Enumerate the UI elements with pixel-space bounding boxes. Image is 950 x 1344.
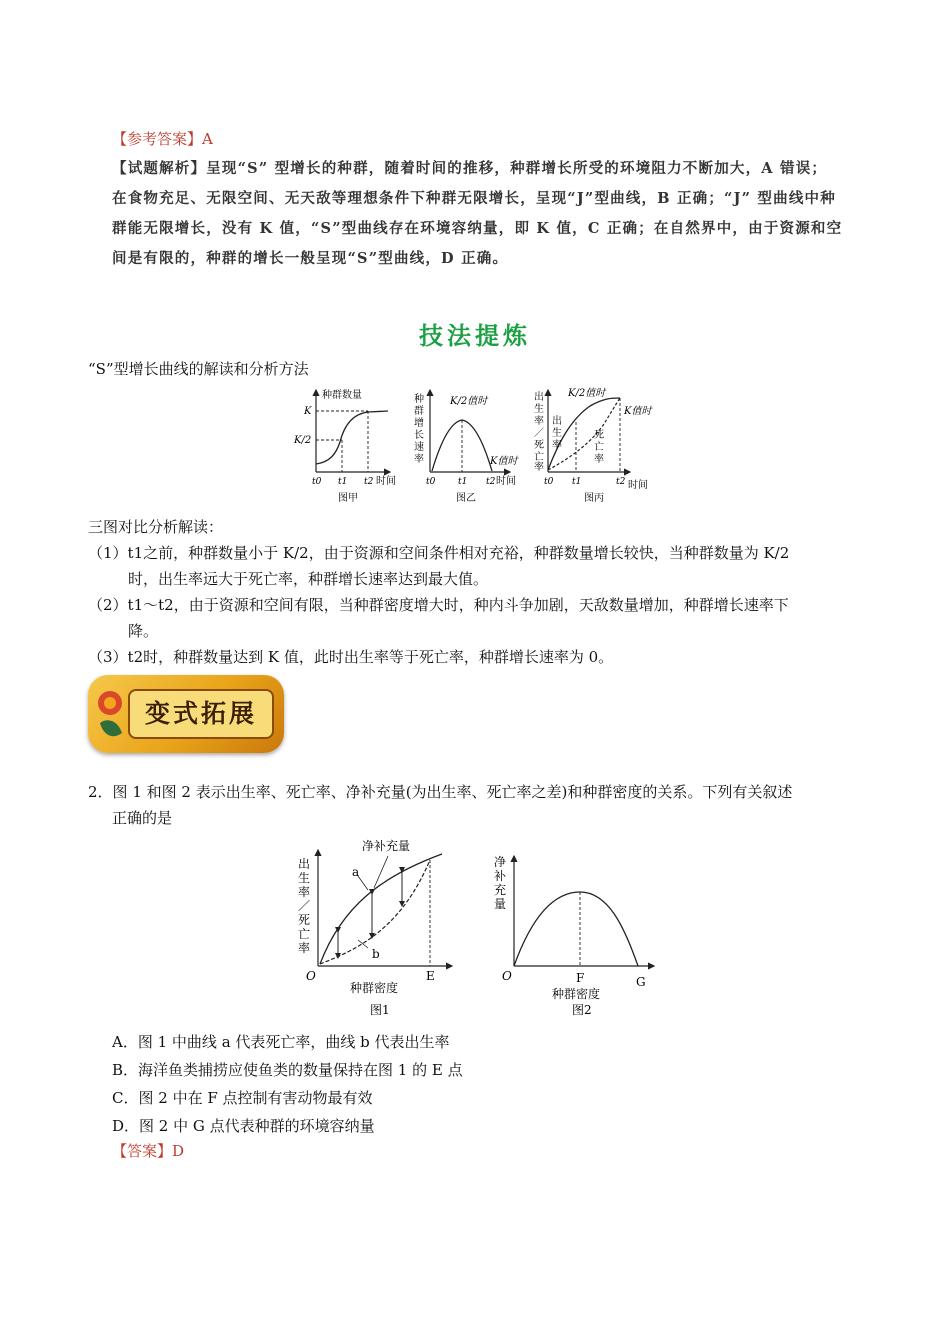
banner-text: 变式拓展 — [144, 699, 257, 728]
analysis-line-1: 【试题解析】呈现“S” 型增长的种群，随着时间的推移，种群增长所受的环境阻力不断加大，A 错误； — [112, 160, 828, 177]
svg-text:K/2值时: K/2值时 — [568, 388, 606, 399]
svg-text:净: 净 — [494, 855, 507, 869]
svg-text:率: 率 — [414, 454, 424, 465]
svg-text:率: 率 — [298, 885, 311, 899]
svg-text:净补充量: 净补充量 — [362, 839, 411, 853]
svg-text:时间: 时间 — [496, 476, 516, 487]
svg-text:率: 率 — [534, 462, 544, 473]
intro-text: “S”型增长曲线的解读和分析方法 — [88, 360, 309, 378]
section-title: 技法提炼 — [419, 321, 531, 350]
svg-text:t2: t2 — [364, 477, 374, 487]
answer-line — [112, 126, 213, 152]
compare-title: 三图对比分析解读： — [88, 518, 224, 536]
figure-2 — [494, 854, 654, 1017]
svg-text:O: O — [306, 969, 316, 983]
svg-text:率: 率 — [552, 440, 562, 451]
svg-text:死: 死 — [594, 430, 604, 441]
svg-text:生: 生 — [534, 404, 544, 415]
svg-text:t0: t0 — [312, 477, 322, 487]
analysis-line-2: 在食物充足、无限空间、无天敌等理想条件下种群无限增长，呈现“J”型曲线，B 正确；“J” 型曲线中种 — [112, 190, 836, 207]
svg-text:图2: 图2 — [572, 1003, 592, 1017]
svg-text:时间: 时间 — [628, 480, 648, 491]
svg-text:速: 速 — [414, 442, 424, 453]
svg-text:t0: t0 — [544, 477, 554, 487]
svg-text:出: 出 — [552, 416, 562, 427]
figure-bing — [534, 387, 653, 504]
svg-text:G: G — [636, 975, 646, 989]
analysis-label: 【试题解析】 — [112, 160, 207, 177]
svg-text:t1: t1 — [338, 477, 348, 487]
banner-variant — [88, 675, 284, 753]
svg-text:图甲: 图甲 — [338, 493, 358, 504]
svg-text:K/2: K/2 — [294, 435, 312, 446]
point-2: （2）t1～t2，由于资源和空间有限，当种群密度增大时，种内斗争加剧，天敌数量增加，种群增长速率下 — [88, 596, 789, 614]
analysis-line-4: 间是有限的，种群的增长一般呈现“S”型曲线，D 正确。 — [112, 250, 509, 267]
svg-text:O: O — [502, 969, 512, 983]
option-c[interactable]: C．图 2 中在 F 点控制有害动物最有效 — [112, 1089, 373, 1107]
option-a[interactable]: A．图 1 中曲线 a 代表死亡率，曲线 b 代表出生率 — [112, 1033, 450, 1051]
svg-text:a: a — [352, 865, 360, 879]
svg-text:率: 率 — [534, 416, 544, 427]
svg-text:K/2值时: K/2值时 — [450, 396, 488, 407]
question-line-2: 正确的是 — [112, 809, 173, 827]
svg-text:生: 生 — [552, 428, 562, 439]
svg-text:图丙: 图丙 — [584, 493, 604, 504]
flower-icon — [92, 683, 132, 745]
svg-text:／: ／ — [534, 428, 544, 439]
svg-text:生: 生 — [298, 871, 311, 885]
svg-text:种群密度: 种群密度 — [552, 987, 601, 1001]
svg-text:死: 死 — [534, 440, 544, 451]
svg-text:种群密度: 种群密度 — [350, 981, 399, 995]
svg-text:出: 出 — [534, 392, 544, 403]
svg-text:t2: t2 — [616, 477, 626, 487]
svg-text:亡: 亡 — [594, 442, 604, 453]
svg-text:t1: t1 — [572, 477, 582, 487]
analysis-block — [112, 154, 872, 274]
svg-text:长: 长 — [414, 430, 424, 441]
svg-text:量: 量 — [494, 897, 507, 911]
figure-yi — [414, 390, 519, 504]
svg-text:率: 率 — [298, 941, 311, 955]
svg-text:K值时: K值时 — [490, 456, 518, 467]
question-figures — [292, 836, 672, 1022]
svg-text:率: 率 — [594, 454, 604, 465]
point-3: （3）t2时，种群数量达到 K 值，此时出生率等于死亡率，种群增长速率为 0。 — [88, 648, 614, 666]
svg-text:死: 死 — [298, 913, 311, 927]
answer-label: 【参考答案】 — [112, 130, 203, 148]
svg-text:b: b — [372, 947, 380, 961]
s-curve-figures — [290, 384, 670, 510]
yi-ylabel-1: 种 — [414, 394, 424, 405]
svg-text:t0: t0 — [426, 477, 436, 487]
svg-text:充: 充 — [494, 883, 507, 897]
figure-jia — [293, 388, 396, 504]
point-1: （1）t1之前，种群数量小于 K/2，由于资源和空间条件相对充裕，种群数量增长较快，当种群数量为 K/2 — [88, 544, 790, 562]
figure-1 — [298, 838, 452, 1017]
question-line-1: 2．图 1 和图 2 表示出生率、死亡率、净补充量(为出生率、死亡率之差)和种群密度的关系。下列有关叙述 — [88, 783, 793, 801]
option-d[interactable]: D．图 2 中 G 点代表种群的环境容纳量 — [112, 1117, 375, 1135]
svg-text:F: F — [576, 971, 585, 985]
svg-text:图1: 图1 — [370, 1003, 390, 1017]
svg-text:出: 出 — [298, 857, 311, 871]
net-curve — [514, 892, 638, 966]
s-curve — [316, 411, 388, 464]
option-b[interactable]: B．海洋鱼类捕捞应使鱼类的数量保持在图 1 的 E 点 — [112, 1061, 463, 1079]
point-list: （1）t1之前，种群数量小于 K/2，由于资源和空间条件相对充裕，种群数量增长较快，当种群数量为 K/2 时，出生率远大于死亡率，种群增长速率达到最大值。 （2）t1～t2，由于资源和空间有限，当种群密度增大时，种内斗争加剧，天敌数量增加，种群增长速率下 降。 （3）t2时，种群数量达到 K 值，此时出生率等于死亡率，种群增长速率为 0。 — [88, 540, 868, 670]
svg-text:亡: 亡 — [534, 452, 544, 463]
answer-2: 【答案】D — [112, 1142, 185, 1160]
svg-text:E: E — [426, 969, 435, 983]
svg-text:补: 补 — [494, 869, 507, 883]
svg-text:t1: t1 — [458, 477, 468, 487]
svg-text:群: 群 — [414, 406, 424, 417]
options-list — [112, 1028, 463, 1140]
svg-text:图乙: 图乙 — [456, 493, 476, 504]
svg-text:K值时: K值时 — [624, 406, 652, 417]
svg-text:t2: t2 — [486, 477, 496, 487]
svg-text:K: K — [304, 406, 312, 417]
analysis-line-3: 群能无限增长，没有 K 值，“S”型曲线存在环境容纳量，即 K 值，C 正确；在自然界中，由于资源和空 — [112, 220, 843, 237]
svg-text:增: 增 — [414, 418, 424, 429]
svg-text:种群数量: 种群数量 — [322, 390, 362, 401]
svg-text:时间: 时间 — [376, 476, 396, 487]
svg-text:／: ／ — [298, 899, 311, 913]
question — [88, 779, 878, 831]
answer-value: A — [202, 130, 213, 148]
svg-text:亡: 亡 — [298, 927, 311, 941]
